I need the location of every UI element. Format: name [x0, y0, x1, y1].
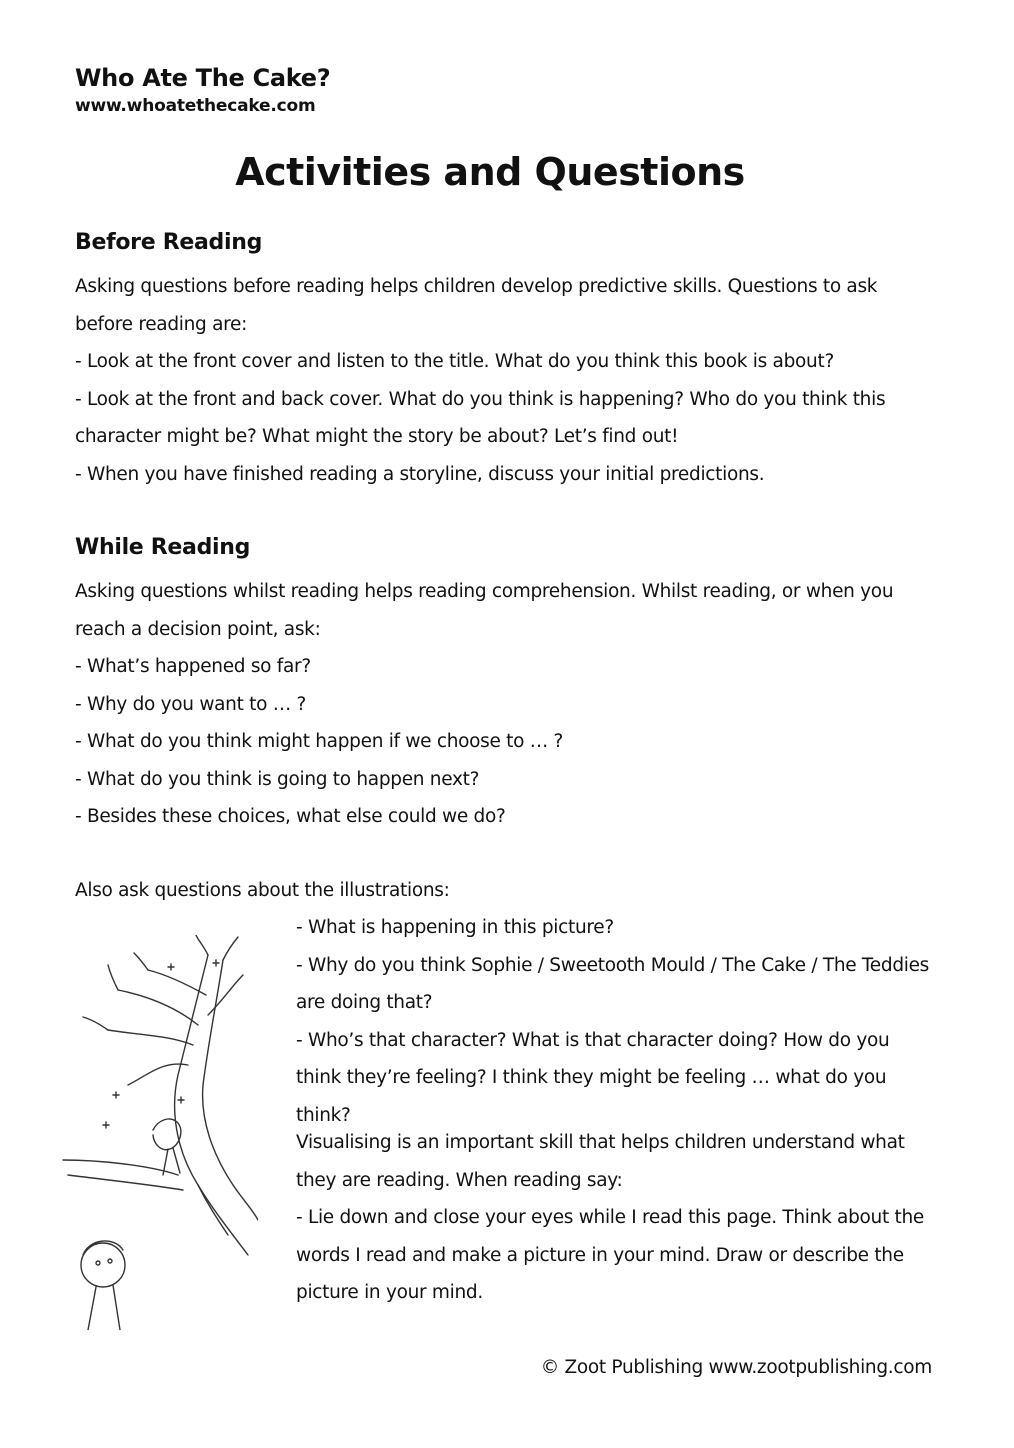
while-reading-heading: While Reading	[75, 535, 251, 560]
tree-and-child-illustration	[58, 935, 258, 1330]
before-reading-line: - When you have finished reading a storyline, discuss your initial predictions.	[75, 463, 765, 485]
page-title: Activities and Questions	[235, 150, 745, 194]
while-reading-line: - Why do you want to … ?	[75, 693, 306, 715]
illustrations-line: - What is happening in this picture?	[296, 917, 614, 938]
while-reading-line: - What do you think might happen if we choose to … ?	[75, 731, 564, 752]
before-reading-line: Asking questions before reading helps children develop predictive skills. Questions to ask before reading are:	[75, 276, 878, 335]
footer-copyright: © Zoot Publishing www.zootpublishing.com	[540, 1357, 932, 1378]
before-reading-body	[75, 268, 935, 493]
before-reading-heading: Before Reading	[75, 230, 263, 255]
illustrations-line: - Who’s that character? What is that character doing? How do you think they’re feeling? I think they might be feeling … what do you think?	[296, 1029, 890, 1126]
before-reading-line: - Look at the front cover and listen to the title. What do you think this book is about?	[75, 351, 834, 372]
visualising-text	[296, 1124, 936, 1312]
while-reading-line: - Besides these choices, what else could we do?	[75, 806, 506, 827]
illustrations-intro: Also ask questions about the illustrations:	[75, 880, 450, 901]
visualising-line: Visualising is an important skill that helps children understand what they are reading. When reading say:	[296, 1132, 905, 1191]
before-reading-line: - Look at the front and back cover. What do you think is happening? Who do you think this character might be? What might the story be about? Let’s find out!	[75, 388, 886, 447]
while-reading-line: - What do you think is going to happen next?	[75, 768, 480, 790]
illustrations-line: - Why do you think Sophie / Sweetooth Mould / The Cake / The Teddies are doing that?	[296, 954, 930, 1013]
visualising-line: - Lie down and close your eyes while I read this page. Think about the words I read and make a picture in your mind. Draw or describe the picture in your mind.	[296, 1207, 924, 1303]
illustrations-questions	[296, 909, 936, 1134]
while-reading-body	[75, 573, 935, 836]
while-reading-line: Asking questions whilst reading helps reading comprehension. Whilst reading, or when you reach a decision point, ask:	[75, 581, 894, 640]
header-title: Who Ate The Cake?	[75, 64, 331, 92]
header-url: www.whoatethecake.com	[75, 96, 316, 116]
while-reading-line: - What’s happened so far?	[75, 656, 311, 677]
